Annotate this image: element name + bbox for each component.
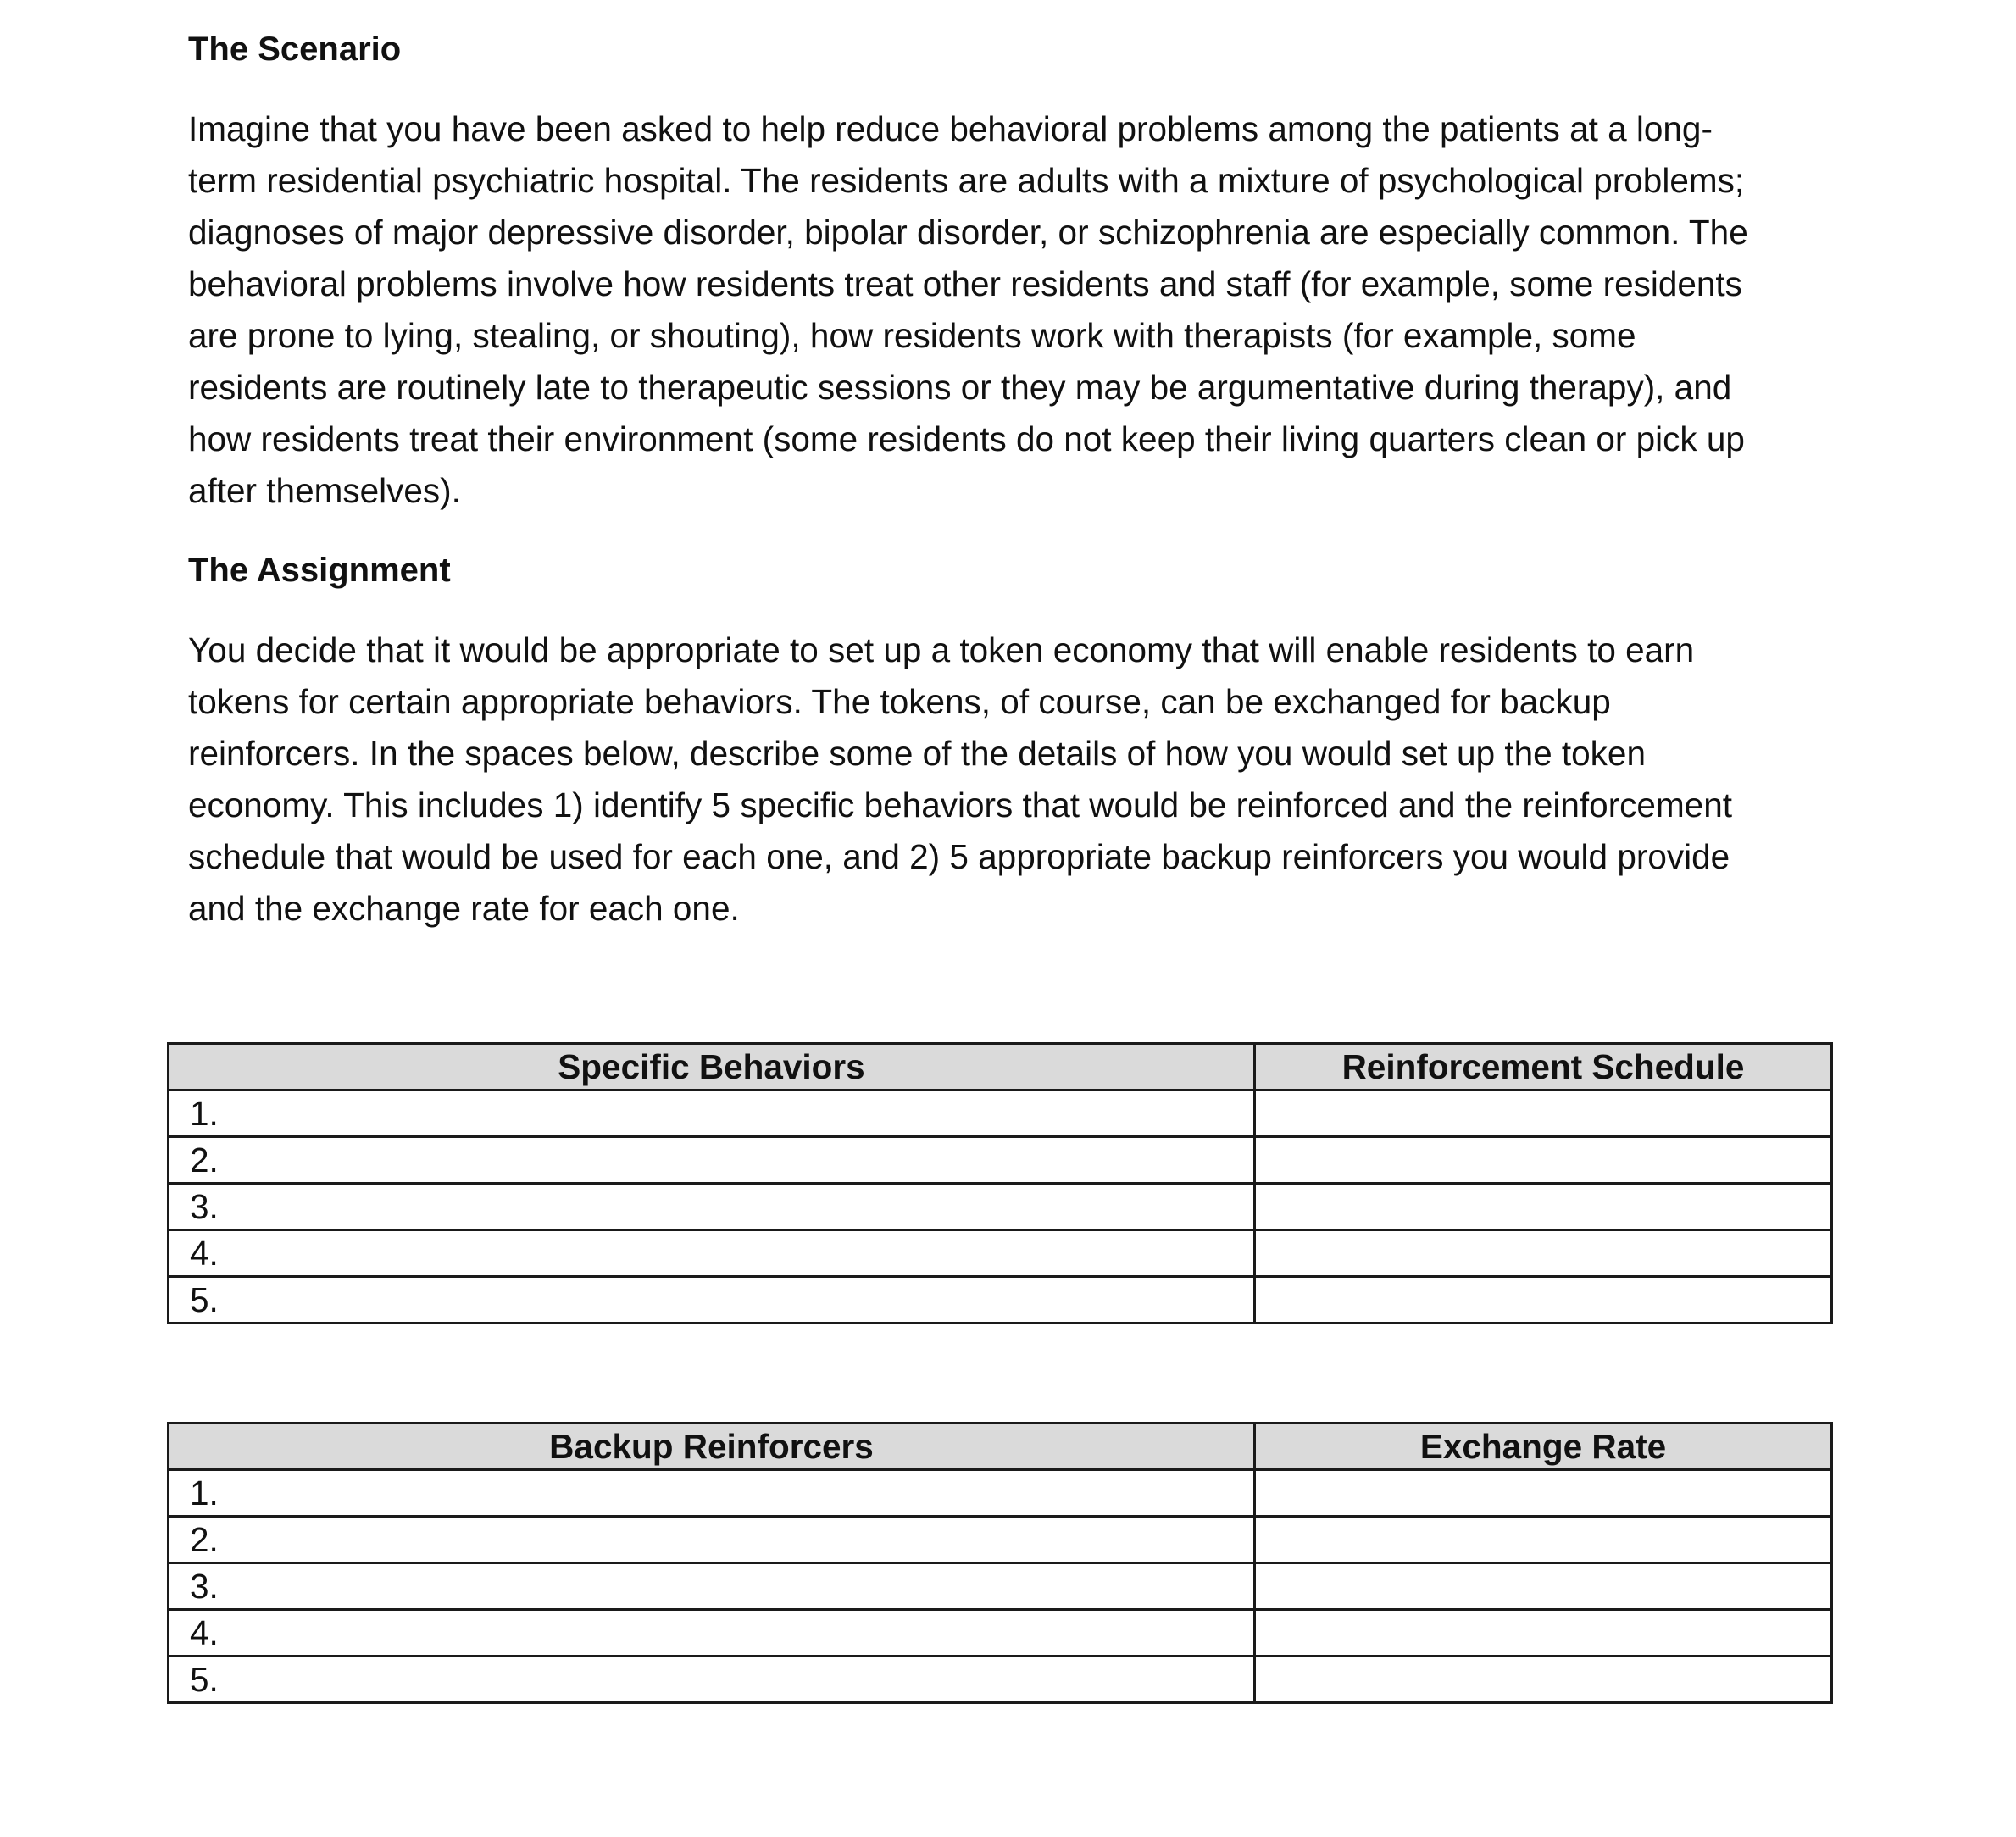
table-row xyxy=(169,1277,1832,1324)
exchange-rate-header: Exchange Rate xyxy=(1255,1424,1832,1470)
behavior-cell[interactable]: 3. xyxy=(169,1184,1255,1230)
schedule-cell[interactable] xyxy=(1255,1091,1832,1137)
scenario-paragraph xyxy=(188,103,1883,517)
behavior-cell[interactable]: 1. xyxy=(169,1091,1255,1137)
assignment-line: and the exchange rate for each one. xyxy=(188,889,740,928)
behavior-cell[interactable]: 2. xyxy=(169,1137,1255,1184)
behavior-cell[interactable]: 4. xyxy=(169,1230,1255,1277)
assignment-line: schedule that would be used for each one, and 2) 5 appropriate backup reinforcers you would provide xyxy=(188,837,1730,876)
table-row xyxy=(169,1230,1832,1277)
reinforcers-table xyxy=(167,1422,1833,1704)
scenario-line: after themselves). xyxy=(188,471,461,510)
table-row xyxy=(169,1137,1832,1184)
scenario-line: diagnoses of major depressive disorder, bipolar disorder, or schizophrenia are especially common. The xyxy=(188,213,1748,252)
table-row xyxy=(169,1657,1832,1703)
table-row xyxy=(169,1563,1832,1610)
reinforcer-cell[interactable]: 1. xyxy=(169,1470,1255,1517)
exchange-rate-cell[interactable] xyxy=(1255,1657,1832,1703)
reinforcer-cell[interactable]: 2. xyxy=(169,1517,1255,1563)
exchange-rate-cell[interactable] xyxy=(1255,1563,1832,1610)
behavior-cell[interactable]: 5. xyxy=(169,1277,1255,1324)
behaviors-header-row xyxy=(169,1044,1832,1091)
scenario-line: Imagine that you have been asked to help reduce behavioral problems among the patients at a long- xyxy=(188,109,1713,148)
scenario-heading: The Scenario xyxy=(188,31,402,68)
reinforcers-header-row xyxy=(169,1424,1832,1470)
behaviors-table xyxy=(167,1042,1833,1324)
assignment-line: reinforcers. In the spaces below, describe some of the details of how you would set up the token xyxy=(188,734,1646,773)
scenario-line: behavioral problems involve how residents treat other residents and staff (for example, some residents xyxy=(188,264,1742,303)
reinforcer-cell[interactable]: 5. xyxy=(169,1657,1255,1703)
assignment-paragraph xyxy=(188,624,1883,935)
scenario-line: term residential psychiatric hospital. The residents are adults with a mixture of psychological problems; xyxy=(188,161,1745,200)
scenario-line: are prone to lying, stealing, or shouting), how residents work with therapists (for example, some xyxy=(188,316,1636,355)
schedule-cell[interactable] xyxy=(1255,1184,1832,1230)
assignment-heading: The Assignment xyxy=(188,552,451,589)
exchange-rate-cell[interactable] xyxy=(1255,1517,1832,1563)
exchange-rate-cell[interactable] xyxy=(1255,1470,1832,1517)
schedule-cell[interactable] xyxy=(1255,1230,1832,1277)
table-row xyxy=(169,1470,1832,1517)
assignment-line: You decide that it would be appropriate to set up a token economy that will enable residents to earn xyxy=(188,630,1695,669)
exchange-rate-cell[interactable] xyxy=(1255,1610,1832,1657)
reinforcer-cell[interactable]: 3. xyxy=(169,1563,1255,1610)
backup-reinforcers-header: Backup Reinforcers xyxy=(169,1424,1255,1470)
assignment-line: economy. This includes 1) identify 5 specific behaviors that would be reinforced and the reinforcement xyxy=(188,785,1732,824)
table-row xyxy=(169,1517,1832,1563)
schedule-cell[interactable] xyxy=(1255,1277,1832,1324)
reinforcement-schedule-header: Reinforcement Schedule xyxy=(1255,1044,1832,1091)
schedule-cell[interactable] xyxy=(1255,1137,1832,1184)
scenario-line: how residents treat their environment (some residents do not keep their living quarters clean or pick up xyxy=(188,419,1745,458)
assignment-line: tokens for certain appropriate behaviors. The tokens, of course, can be exchanged for backup xyxy=(188,682,1611,721)
table-row xyxy=(169,1610,1832,1657)
table-row xyxy=(169,1184,1832,1230)
table-row xyxy=(169,1091,1832,1137)
reinforcer-cell[interactable]: 4. xyxy=(169,1610,1255,1657)
scenario-line: residents are routinely late to therapeutic sessions or they may be argumentative during therapy), and xyxy=(188,368,1732,407)
specific-behaviors-header: Specific Behaviors xyxy=(169,1044,1255,1091)
